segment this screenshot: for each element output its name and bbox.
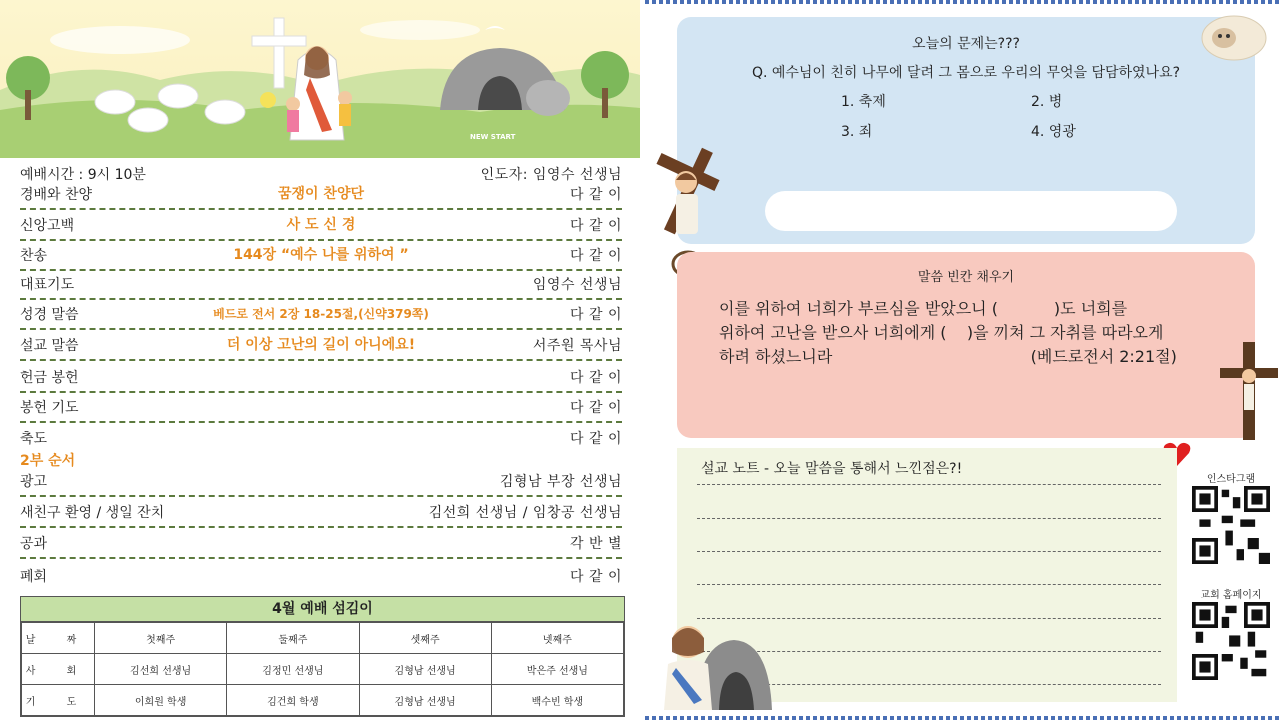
row-divider [20,208,622,210]
fill-blank-panel [677,252,1255,438]
sheep-icon [1196,8,1272,64]
easter-illustration [0,0,640,158]
order-label: 경배와 찬양 [20,187,93,203]
table-cell: 첫째주 [95,623,227,654]
table-row [22,654,624,685]
note-line[interactable] [697,551,1161,552]
order-label: 축도 [20,431,48,447]
note-line[interactable] [697,584,1161,585]
order-detail: 베드로 전서 2장 18-25절,(신약379쪽) [213,307,429,321]
order2-person: 각 반 별 [570,536,622,552]
homepage-qr-code[interactable] [1192,602,1270,680]
order-row [20,331,622,357]
table-cell: 셋째주 [359,623,491,654]
table-header-row [22,623,624,654]
bottom-border [645,716,1280,720]
order-label: 봉헌 기도 [20,400,79,416]
order-label: 성경 말씀 [20,307,79,323]
order2-label: 폐회 [20,569,48,585]
table-row [22,685,624,716]
table-cell: 넷째주 [491,623,623,654]
order-person: 다 같 이 [570,248,622,264]
order2-row [20,562,622,588]
table-cell: 백수빈 학생 [491,685,623,716]
order-person: 임영수 선생님 [532,277,622,293]
row-divider [20,359,622,361]
order-detail: 사 도 신 경 [286,217,356,233]
order-label: 대표기도 [20,277,75,293]
order-row [20,241,622,267]
table-cell: 사 회 [22,654,95,685]
order-person: 다 같 이 [570,370,622,386]
crucifix-icon [1218,342,1280,440]
table-cell: 날 짜 [22,623,95,654]
easter-banner [0,0,640,158]
jesus-tomb-icon [654,612,772,710]
order2-label: 광고 [20,474,48,490]
order2-row [20,498,622,524]
table-cell: 김형남 선생님 [359,654,491,685]
row-divider [20,495,622,497]
table-cell: 김선희 선생님 [95,654,227,685]
fill-line: 이를 위하여 너희가 부르심을 받았으니 ( )도 너희를 [719,299,1128,318]
service-time: 예배시간 : 9시 10분 [20,167,146,183]
table-cell: 기 도 [22,685,95,716]
quiz-option: 3. 죄 [841,124,873,140]
order-detail: 꿈쟁이 찬양단 [277,186,365,202]
fill-line: 위하여 고난을 받으사 너희에게 ( )을 끼쳐 그 자취를 따라오게 [719,323,1164,342]
order-person: 다 같 이 [570,218,622,234]
table-cell: 이희원 학생 [95,685,227,716]
quiz-panel [677,17,1255,244]
note-line[interactable] [697,518,1161,519]
order-person: 다 같 이 [570,187,622,203]
order-label: 신앙고백 [20,218,75,234]
instagram-label: 인스타그램 [1206,474,1256,485]
order-row [20,180,622,206]
service-leader: 인도자: 임영수 선생님 [480,167,622,183]
homepage-label: 교회 홈페이지 [1200,590,1262,601]
schedule-grid [21,622,624,716]
order2-person: 다 같 이 [570,569,622,585]
order-person: 다 같 이 [570,431,622,447]
order-detail: 더 이상 고난의 길이 아니에요! [226,337,416,353]
quiz-title: 오늘의 문제는??? [912,36,1020,52]
order-person: 다 같 이 [570,400,622,416]
order2-person: 김형남 부장 선생님 [499,474,622,490]
row-divider [20,328,622,330]
order-row [20,211,622,237]
quiz-question: Q. 예수님이 친히 나무에 달려 그 몸으로 우리의 무엇을 담담하였나요? [751,65,1181,81]
top-border [645,0,1280,4]
order2-row [20,467,622,493]
order-row [20,393,622,419]
order-label: 헌금 봉헌 [20,370,79,386]
quiz-option: 4. 영광 [1031,124,1076,140]
table-cell: 김형남 선생님 [359,685,491,716]
order-row [20,363,622,389]
order2-row [20,529,622,555]
banner-caption: NEW START [470,133,516,141]
row-divider [20,557,622,559]
instagram-qr-code[interactable] [1192,486,1270,564]
order-label: 찬송 [20,248,48,264]
table-cell: 김정민 선생님 [227,654,359,685]
note-line[interactable] [697,484,1161,485]
schedule-title: 4월 예배 섬김이 [21,597,624,622]
order-label: 설교 말씀 [20,338,79,354]
quiz-option: 2. 병 [1031,94,1063,110]
section2-title: 2부 순서 [20,453,76,469]
notes-title: 설교 노트 - 오늘 말씀을 통해서 느낀점은?! [701,461,963,477]
order2-label: 공과 [20,536,48,552]
schedule-table [20,596,625,717]
fill-title: 말씀 빈칸 채우기 [917,270,1015,285]
cross-carrying-jesus-icon [648,142,724,246]
order-detail: 144장 “예수 나를 위하여 ” [233,247,409,263]
order-person: 다 같 이 [570,307,622,323]
table-cell: 김건희 학생 [227,685,359,716]
table-cell: 둘째주 [227,623,359,654]
order-row [20,300,622,326]
row-divider [20,421,622,423]
table-cell: 박은주 선생님 [491,654,623,685]
order-person: 서주원 목사님 [532,338,622,354]
row-divider [20,526,622,528]
order-row [20,424,622,450]
order2-person: 김선희 선생님 / 임창공 선생님 [428,505,622,521]
quiz-option: 1. 축제 [841,94,886,110]
fill-line: 하려 하셨느니라 (베드로전서 2:21절) [719,347,1177,366]
order2-label: 새친구 환영 / 생일 잔치 [20,505,165,521]
order-row [20,270,622,296]
answer-box[interactable] [765,191,1177,231]
